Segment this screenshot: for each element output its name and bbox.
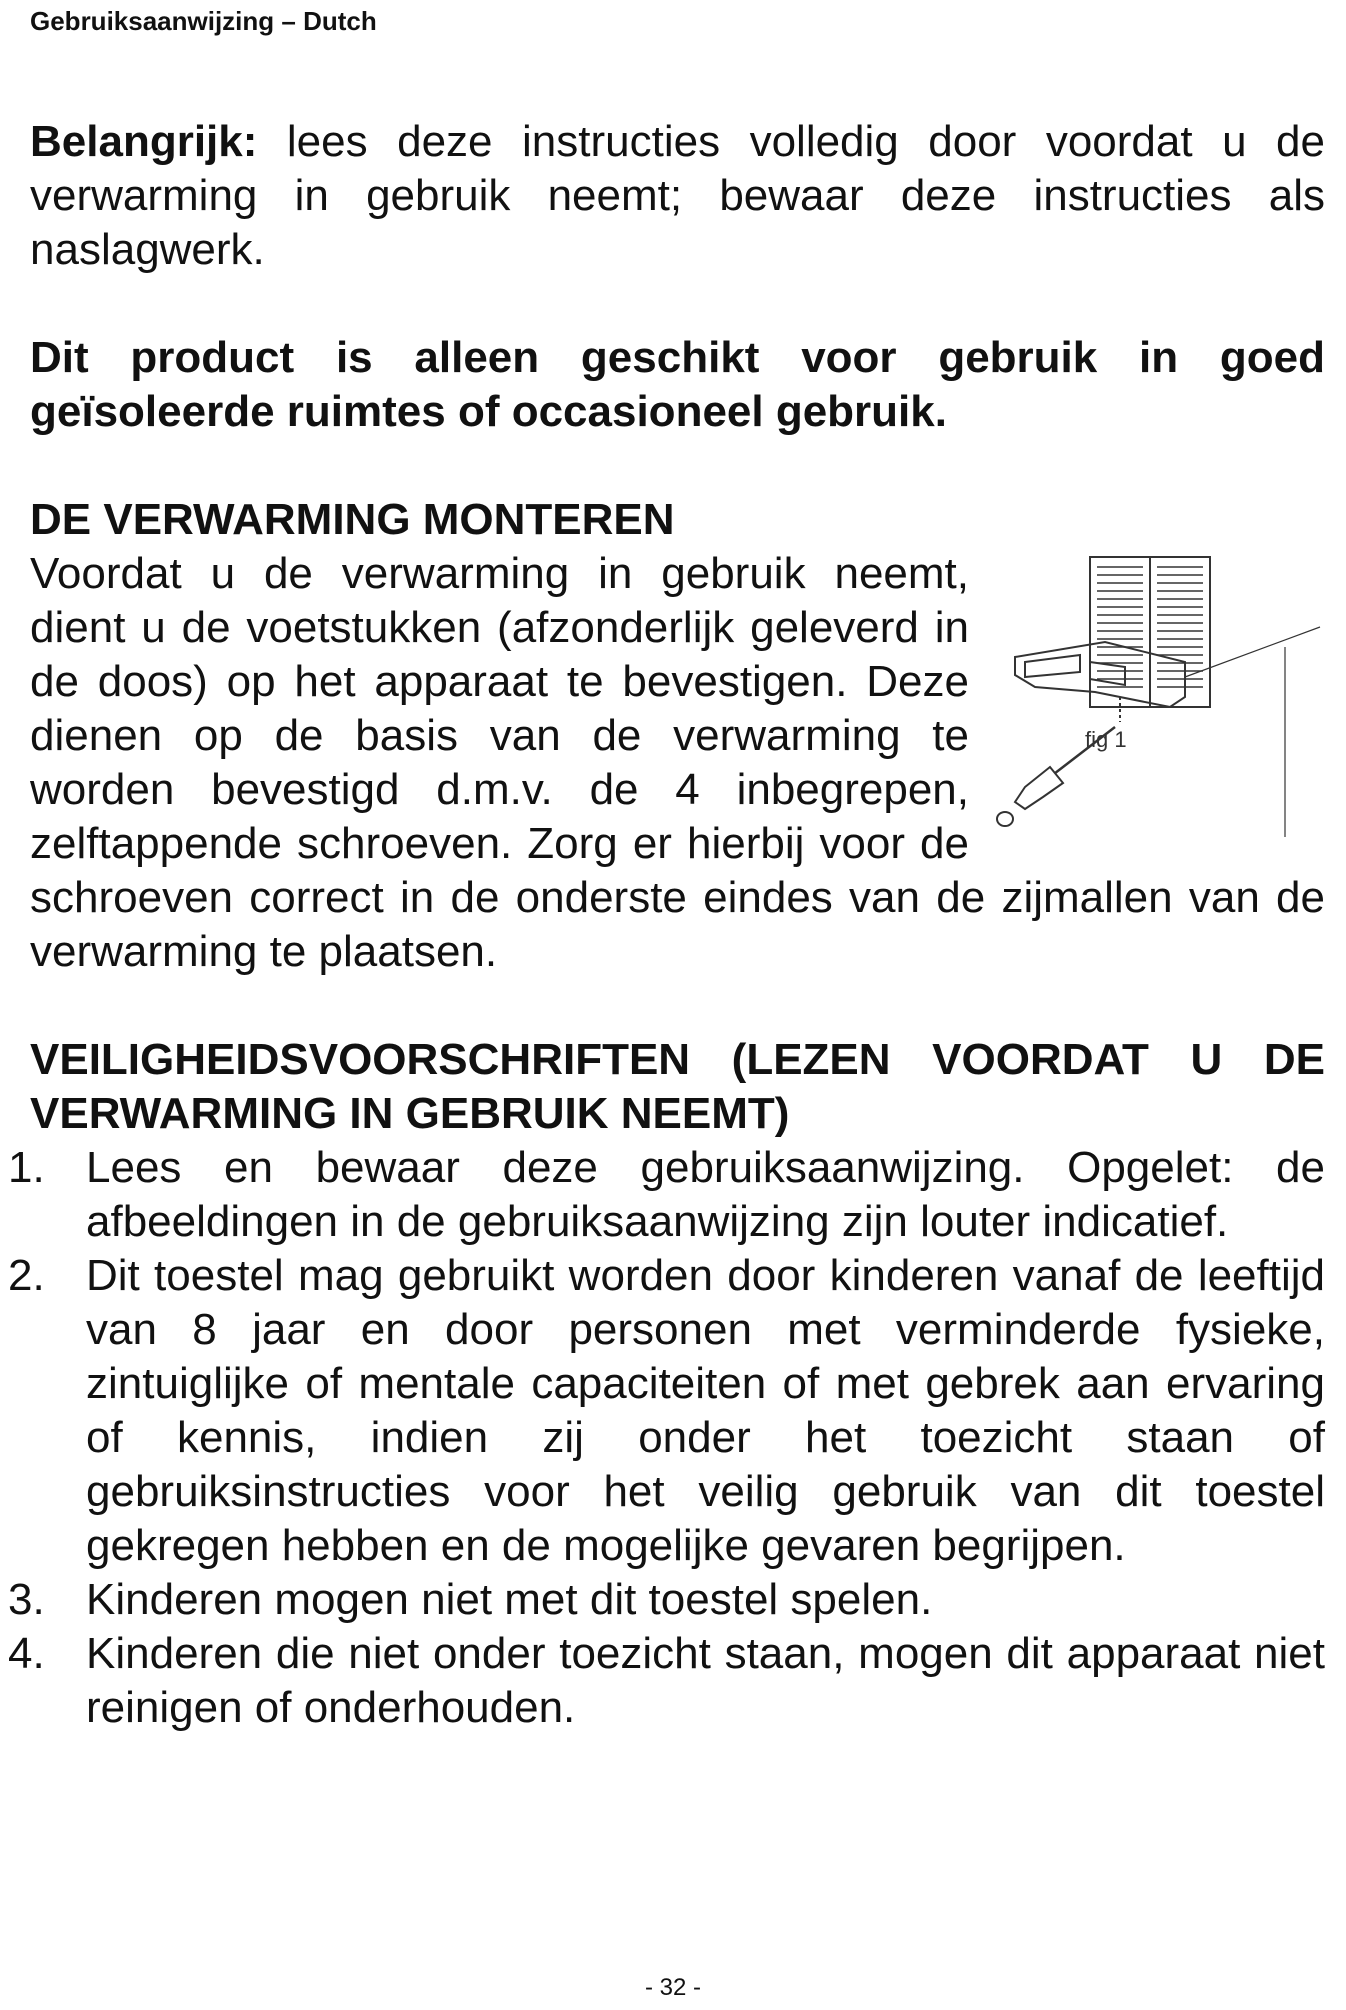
safety-list xyxy=(8,1141,1325,1735)
list-item xyxy=(8,1627,1325,1735)
heater-feet-illustration xyxy=(985,547,1325,847)
list-item-text: Kinderen die niet onder toezicht staan, mogen dit apparaat niet reinigen of onderhouden. xyxy=(86,1629,1325,1732)
list-item-number: 2. xyxy=(8,1251,45,1300)
safety-section xyxy=(8,1033,1325,1735)
list-item xyxy=(8,1249,1325,1573)
heater-foot xyxy=(1015,642,1185,707)
list-item-text: Dit toestel mag gebruikt worden door kinderen vanaf de leeftijd van 8 jaar en door personen met verminderde fysieke, zintuiglijke of mentale capaciteiten of met gebrek aan ervaring of kennis, indien zij onder het toezicht staan of gebruiksinstructies voor het veilig gebruik van dit toestel gekregen hebben en de mogelijke gevaren begrijpen. xyxy=(86,1251,1325,1570)
usage-notice: Dit product is alleen geschikt voor gebruik in goed geïsoleerde ruimtes of occasioneel gebruik. xyxy=(30,333,1325,436)
mounting-body: Voordat u de verwarming in gebruik neemt, dient u de voetstukken (afzonderlijk geleverd in de doos) op het apparaat te bevestigen. Deze dienen op de basis van de verwarming te worden bevestigd d.m.v. de 4 inbegrepen, zelftappende schroeven. Zorg er hierbij voor de schroeven correct in de onderste eindes van de zijmallen van de verwarming te plaatsen. xyxy=(30,549,1325,976)
list-item-number: 1. xyxy=(8,1143,45,1192)
mounting-section xyxy=(30,493,1325,979)
list-item-number: 3. xyxy=(8,1575,45,1624)
document-header: Gebruiksaanwijzing – Dutch xyxy=(30,6,377,36)
list-item-text: Lees en bewaar deze gebruiksaanwijzing. Opgelet: de afbeeldingen in de gebruiksaanwijzing zijn louter indicatief. xyxy=(86,1143,1325,1246)
intro-label: Belangrijk: xyxy=(30,117,258,166)
list-item xyxy=(8,1573,1325,1627)
intro-text: lees deze instructies volledig door voordat u de verwarming in gebruik neemt; bewaar deze instructies als naslagwerk. xyxy=(30,117,1325,274)
list-item xyxy=(8,1141,1325,1249)
page-number: - 32 - xyxy=(644,1974,701,2001)
safety-title: VEILIGHEIDSVOORSCHRIFTEN (LEZEN VOORDAT U DE VERWARMING IN GEBRUIK NEEMT) xyxy=(30,1035,1325,1138)
document-content xyxy=(8,115,1325,1735)
list-item-number: 4. xyxy=(8,1629,45,1678)
figure-label: fig 1 xyxy=(1085,727,1127,752)
mounting-figure xyxy=(985,547,1325,847)
mounting-title: DE VERWARMING MONTEREN xyxy=(30,495,675,544)
intro-paragraph xyxy=(30,115,1325,277)
list-item-text: Kinderen mogen niet met dit toestel spelen. xyxy=(86,1575,933,1624)
